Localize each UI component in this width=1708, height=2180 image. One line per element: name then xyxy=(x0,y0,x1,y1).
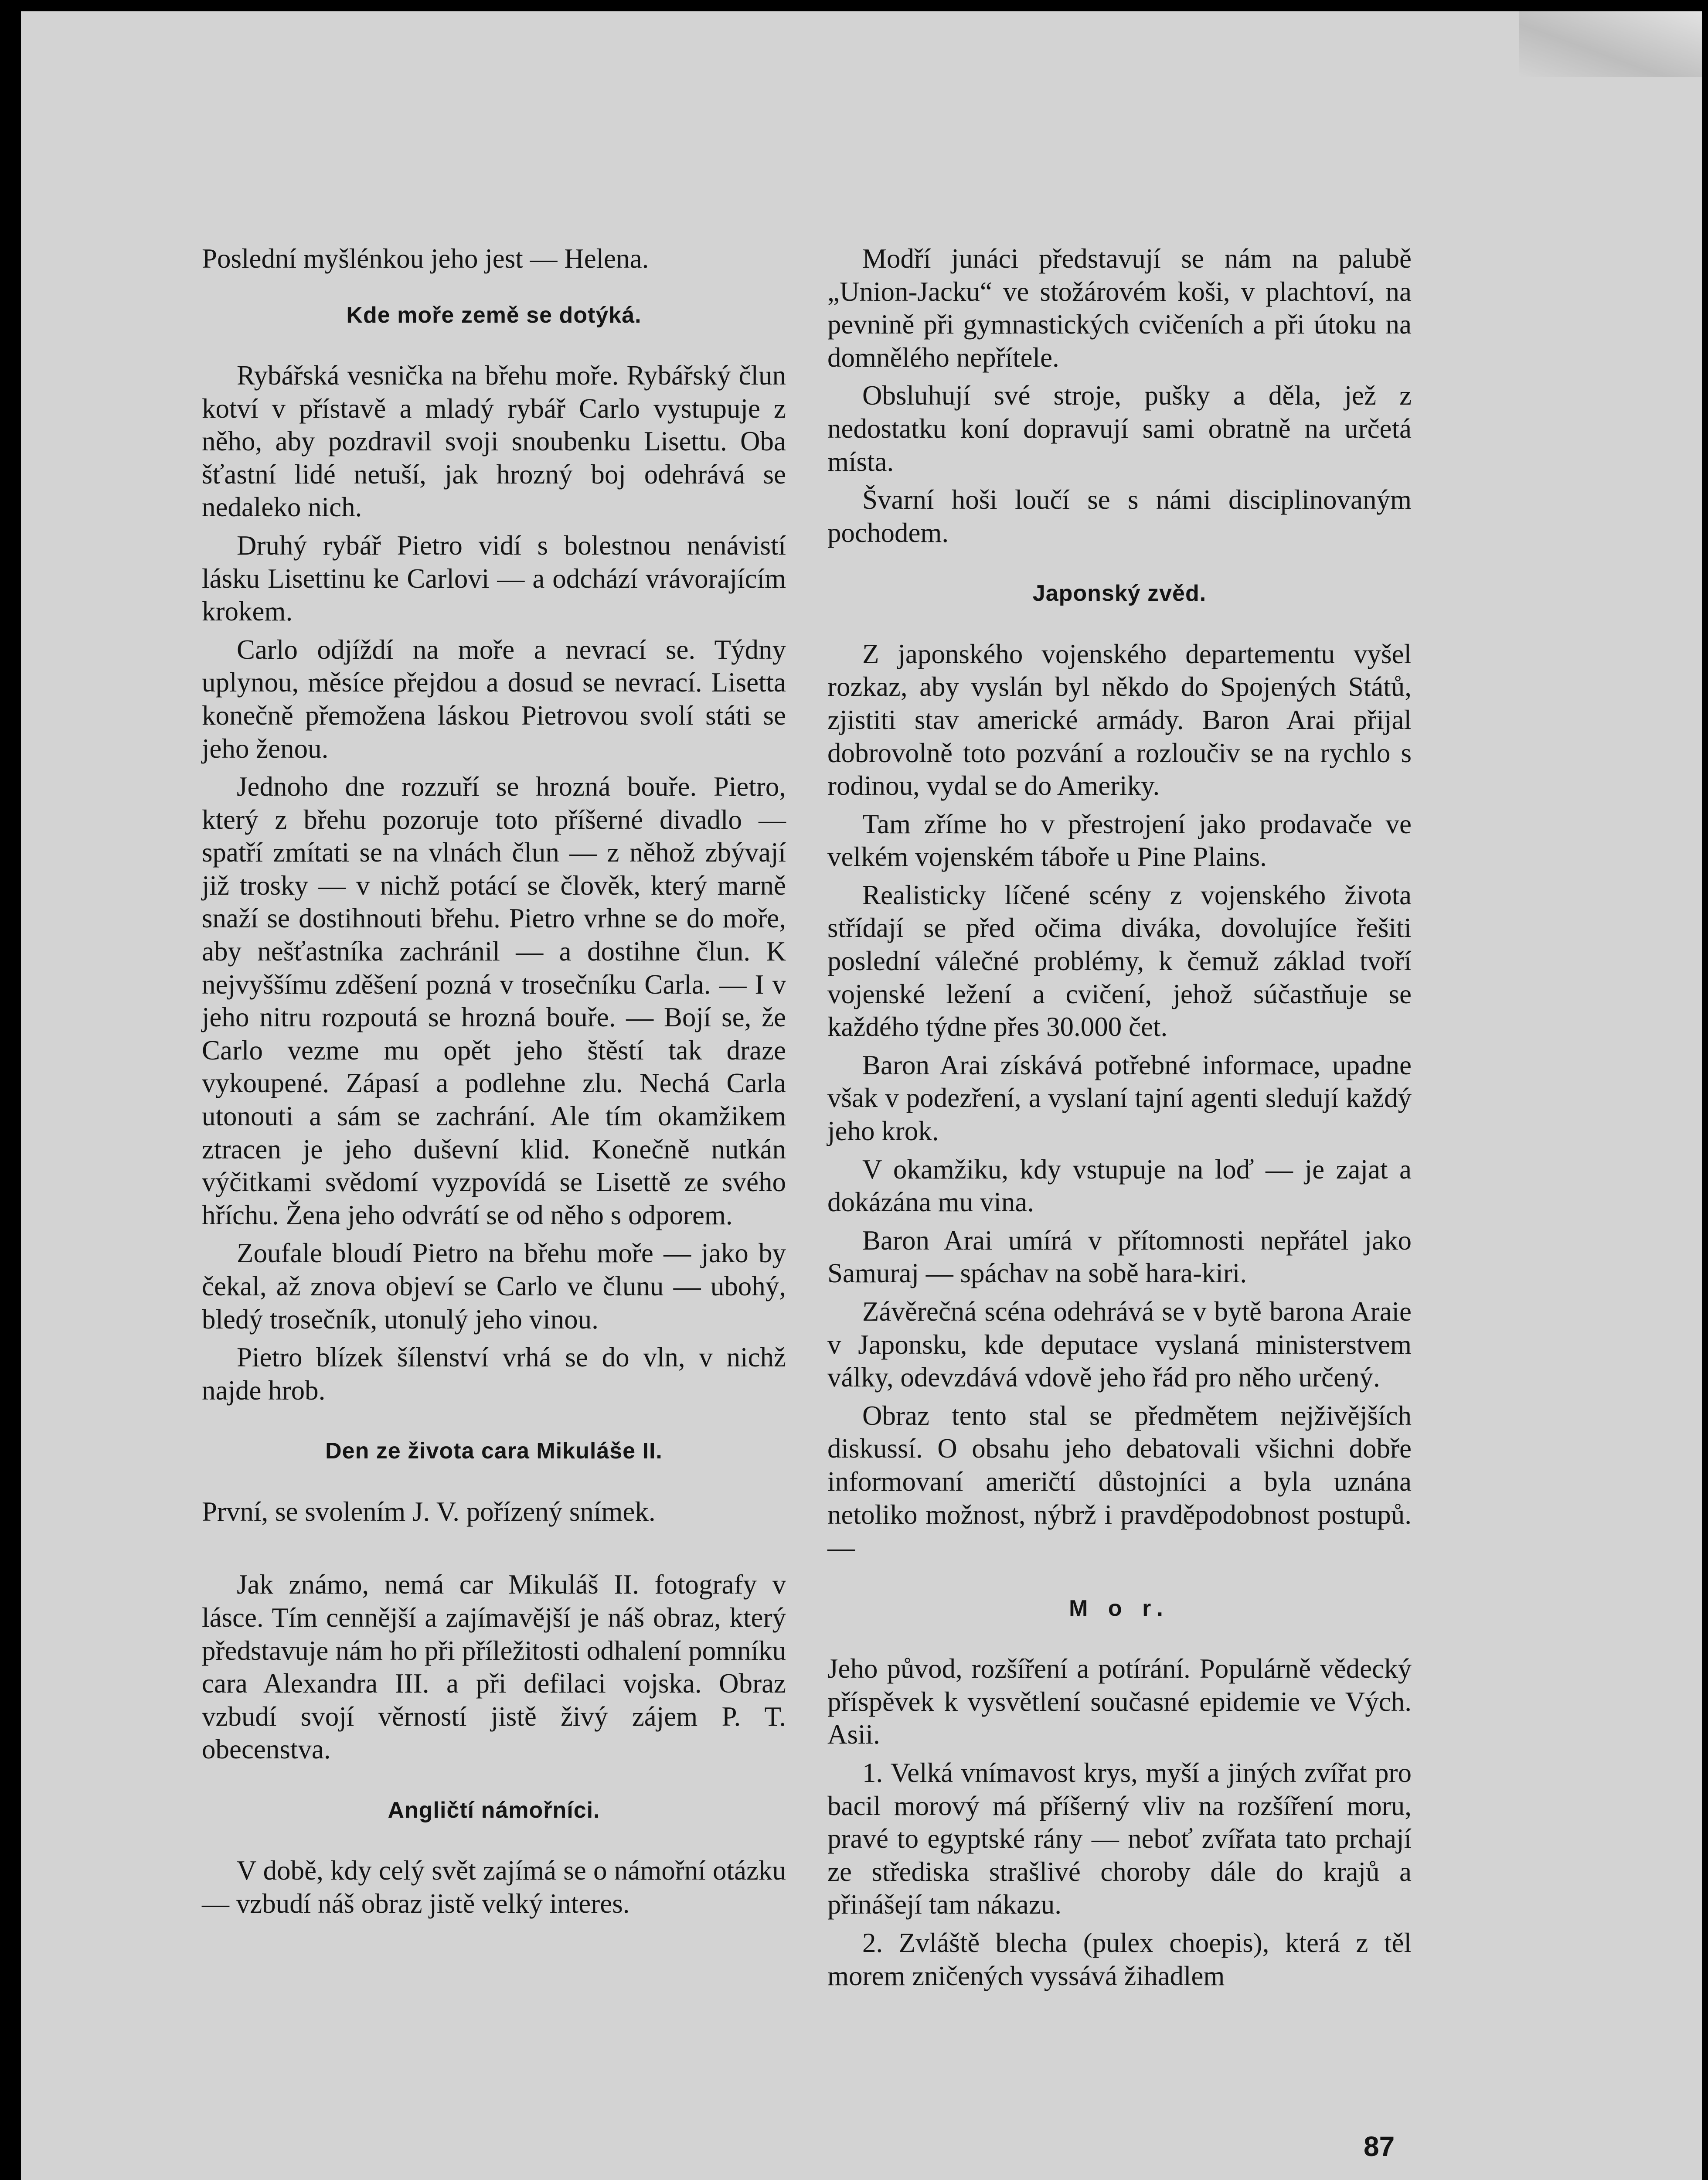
section-heading-car-mikulas: Den ze života cara Mikuláše II. xyxy=(325,1438,663,1464)
paragraph: V okamžiku, kdy vstupuje na loď — je zajat a dokázána mu vina. xyxy=(827,1154,1412,1218)
paragraph: Švarní hoši loučí se s námi disciplinovaným pochodem. xyxy=(827,484,1412,548)
paragraph: Druhý rybář Pietro vidí s bolestnou nenávistí lásku Lisettinu ke Carlovi — a odchází vrávorajícím krokem. xyxy=(202,530,786,627)
paragraph: Závěrečná scéna odehrává se v bytě barona Araie v Japonsku, kde deputace vyslaná ministerstvem války, odevzdává vdově jeho řád pro něho určený. xyxy=(827,1296,1412,1393)
paragraph: Obsluhují své stroje, pušky a děla, jež z nedostatku koní dopravují sami obratně na určetá místa. xyxy=(827,380,1412,477)
right-column xyxy=(827,242,1412,1998)
paragraph: Tam zříme ho v přestrojení jako prodavače ve velkém vojenském táboře u Pine Plains. xyxy=(827,808,1412,872)
paragraph: Zoufale bloudí Pietro na břehu moře — jako by čekal, až znova objeví se Carlo ve člunu — ubohý, bledý trosečník, utonulý jeho vinou. xyxy=(202,1238,786,1335)
section-subtitle: První, se svolením J. V. pořízený snímek. xyxy=(202,1496,656,1527)
paragraph: Jednoho dne rozzuří se hrozná bouře. Pietro, který z břehu pozoruje toto příšerné divadlo — spatří zmítati se na vlnách člun — z něhož zbývají již trosky — v nichž potácí se člověk, který marně snaží se dostihnouti břehu. Pietro vrhne se do moře, aby nešťastníka zachránil — a dostihne člun. K nejvyššímu zděšení pozná v trosečníku Carla. — I v jeho nitru rozpoutá se hrozná bouře. — Bojí se, že Carlo vezme mu opět jeho štěstí tak draze vykoupené. Zápasí a podlehne zlu. Nechá Carla utonouti a sám se zachrání. Ale tím okamžikem ztracen je jeho duševní klid. Konečně nutkán výčitkami svědomí vyzpovídá se Lisettě ze svého hříchu. Žena jeho odvrátí se od něho s odporem. xyxy=(202,771,786,1230)
paragraph: Pietro blízek šílenství vrhá se do vln, v nichž najde hrob. xyxy=(202,1342,786,1406)
paragraph: 1. Velká vnímavost krys, myší a jiných zvířat pro bacil morový má příšerný vliv na rozšíření moru, pravé to egyptské rány — neboť zvířata tato prchají ze střediska strašlivé choroby dále do krajů a přinášejí tam nákazu. xyxy=(827,1757,1412,1920)
paragraph: Carlo odjíždí na moře a nevrací se. Týdny uplynou, měsíce přejdou a dosud se nevrací. Lisetta konečně přemožena láskou Pietrovou svolí státi se jeho ženou. xyxy=(202,634,786,764)
paper-corner-fold xyxy=(1519,11,1702,77)
paragraph: Rybářská vesnička na břehu moře. Rybářský člun kotví v přístavě a mladý rybář Carlo vystupuje z něho, aby pozdravil svoji snoubenku Lisettu. Oba šťastní lidé netuší, jak hrozný boj odehrává se nedaleko nich. xyxy=(202,360,786,523)
paragraph: V době, kdy celý svět zajímá se o námořní otázku — vzbudí náš obraz jistě velký interes. xyxy=(202,1855,786,1919)
paragraph: Modří junáci představují se nám na palubě „Union-Jacku“ ve stožárovém koši, v plachtoví, na pevnině při gymnastických cvičeních a při útoku na domnělého nepřítele. xyxy=(827,243,1412,373)
section-heading-mor: M o r. xyxy=(1069,1595,1170,1621)
paragraph: Obraz tento stal se předmětem nejživějších diskussí. O obsahu jeho debatovali všichni dobře informovaní američtí důstojníci a byla uznána netoliko možnost, nýbrž i pravděpodobnost postupů. — xyxy=(827,1400,1412,1563)
intro-paragraph: Poslední myšlénkou jeho jest — Helena. xyxy=(202,243,649,274)
paragraph: Baron Arai umírá v přítomnosti nepřátel jako Samuraj — spáchav na sobě hara-kiri. xyxy=(827,1225,1412,1289)
section-heading-japonsky-zved: Japonský zvěd. xyxy=(1032,581,1207,606)
spacer xyxy=(202,1533,786,1568)
paragraph: 2. Zvláště blecha (pulex choepis), která z těl morem zničených vyssává žihadlem xyxy=(827,1927,1412,1991)
section-heading-kde-more: Kde moře země se dotýká. xyxy=(346,302,642,328)
section-heading-namornici: Angličtí námořníci. xyxy=(388,1797,600,1823)
section-intro: Jeho původ, rozšíření a potírání. Populárně vědecký příspěvek k vysvětlení současné epidemie ve Vých. Asii. xyxy=(827,1653,1412,1750)
page-number: 87 xyxy=(1364,2131,1395,2162)
paragraph: Jak známo, nemá car Mikuláš II. fotografy v lásce. Tím cennější a zajímavější je náš obraz, který představuje nám ho při příležitosti odhalení pomníku cara Alexandra III. a při defilaci vojska. Obraz vzbudí svojí věrností jistě živý zájem P. T. obecenstva. xyxy=(202,1569,786,1765)
paragraph: Z japonského vojenského departementu vyšel rozkaz, aby vyslán byl někdo do Spojených Států, zjistiti stav americké armády. Baron Arai přijal dobrovolně toto pozvání a rozloučiv se na rychlo s rodinou, vydal se do Ameriky. xyxy=(827,638,1412,801)
left-column xyxy=(202,242,786,1926)
paragraph: Baron Arai získává potřebné informace, upadne však v podezření, a vyslaní tajní agenti sledují každý jeho krok. xyxy=(827,1049,1412,1147)
paragraph: Realisticky líčené scény z vojenského života střídají se před očima diváka, dovolujíce řešiti poslední válečné problémy, k čemuž základ tvoří vojenské ležení a cvičení, jehož súčastňuje se každého týdne přes 30.000 čet. xyxy=(827,879,1412,1042)
page xyxy=(21,11,1702,2180)
